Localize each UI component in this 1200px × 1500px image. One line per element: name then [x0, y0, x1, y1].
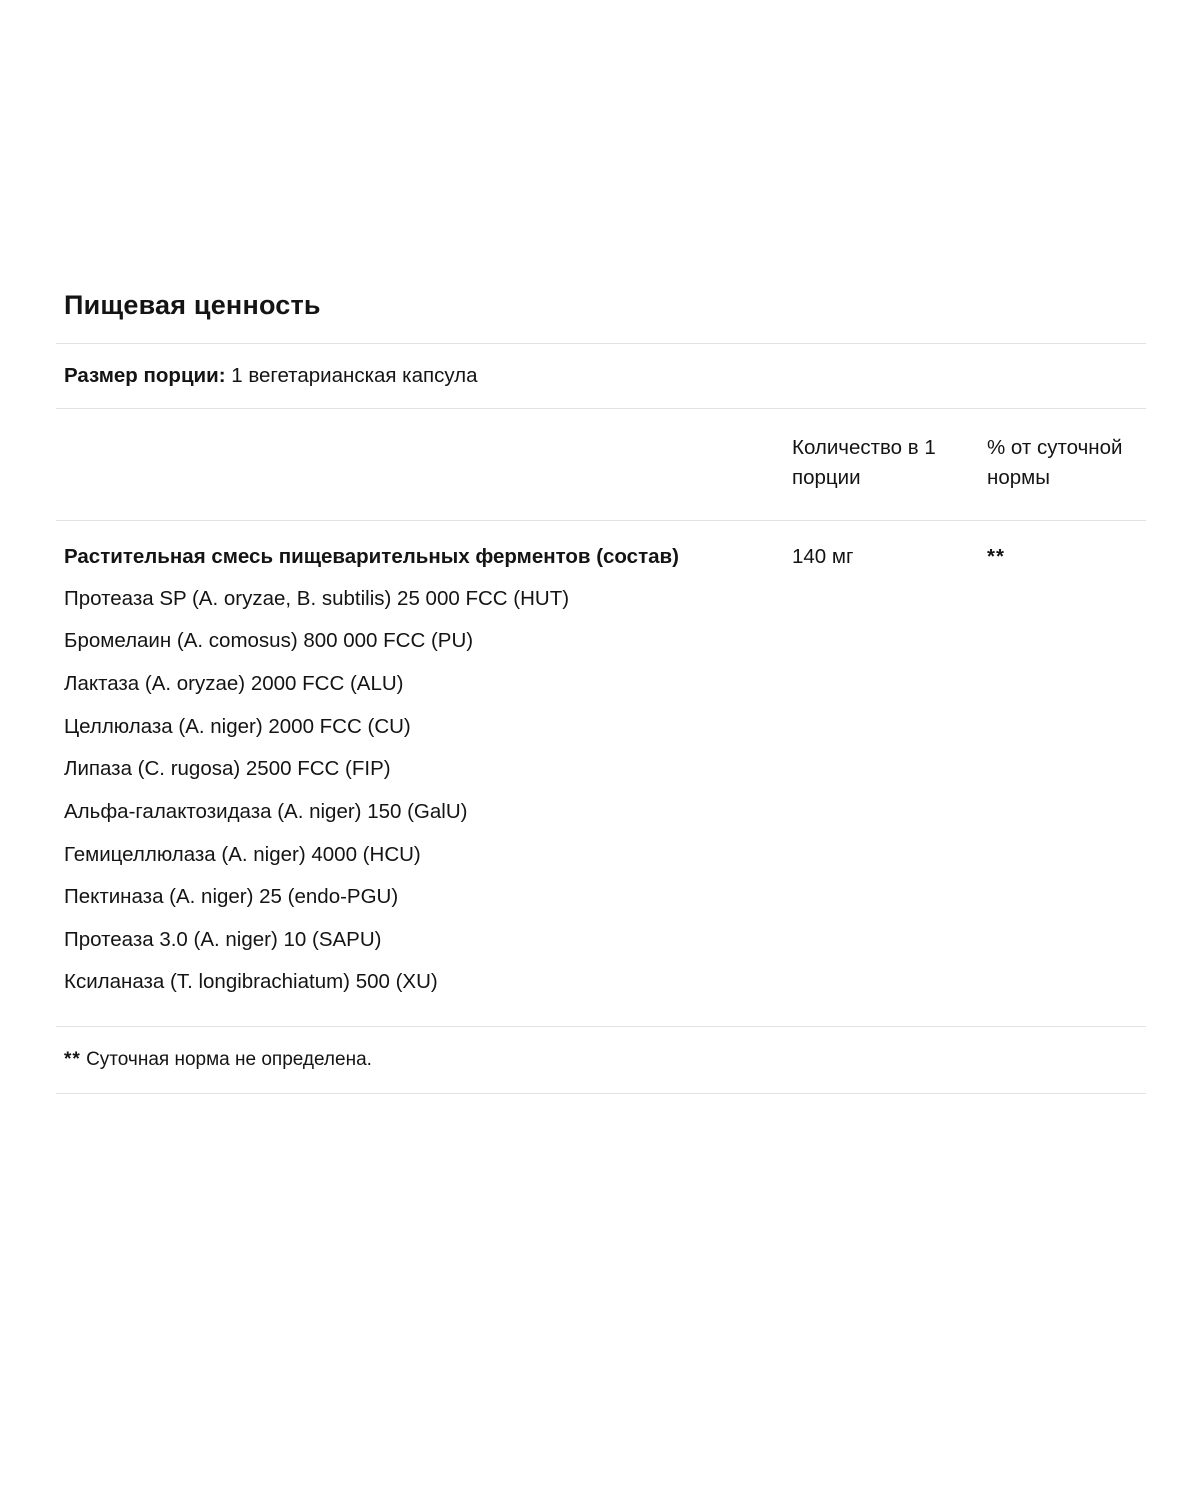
page-title: Пищевая ценность — [64, 290, 321, 320]
table-row — [56, 521, 1146, 1026]
list-item: Альфа-галактозидаза (A. niger) 150 (GalU) — [64, 799, 468, 823]
amount-value: 140 мг — [792, 544, 854, 568]
list-item: Целлюлаза (A. niger) 2000 FCC (CU) — [64, 714, 411, 738]
footnote — [56, 1027, 1146, 1093]
daily-value-value: ** — [987, 544, 1005, 568]
serving-size-row — [56, 344, 1146, 408]
list-item: Пектиназа (A. niger) 25 (endo-PGU) — [64, 885, 399, 909]
divider — [56, 1093, 1146, 1094]
column-header-daily-value: % от суточной нормы — [987, 436, 1123, 490]
amount-cell — [792, 541, 987, 572]
list-item: Гемицеллюлаза (A. niger) 4000 (HCU) — [64, 842, 421, 866]
list-item: Ксиланаза (T. longibrachiatum) 500 (XU) — [64, 970, 438, 994]
list-item: Протеаза SP (A. oryzae, B. subtilis) 25 000 FCC (HUT) — [64, 586, 570, 610]
column-header-amount: Количество в 1 порции — [792, 436, 936, 490]
daily-value-cell — [987, 541, 1146, 572]
list-item: Липаза (C. rugosa) 2500 FCC (FIP) — [64, 757, 391, 781]
list-item: Протеаза 3.0 (A. niger) 10 (SAPU) — [64, 927, 382, 951]
list-item: Лактаза (A. oryzae) 2000 FCC (ALU) — [64, 672, 404, 696]
ingredient-list — [64, 578, 792, 1004]
serving-size-label: Размер порции: — [64, 364, 226, 387]
serving-size-value: 1 вегетарианская капсула — [225, 364, 478, 387]
nutrient-name: Растительная смесь пищеварительных ферментов (состав) — [64, 544, 679, 568]
footnote-marker: ** — [64, 1049, 81, 1071]
list-item: Бромелаин (A. comosus) 800 000 FCC (PU) — [64, 629, 474, 653]
table-header-row — [56, 409, 1146, 520]
footnote-text: Суточная норма не определена. — [80, 1049, 372, 1071]
nutrition-facts-panel — [56, 278, 1146, 1094]
nutrient-cell — [64, 541, 792, 1004]
